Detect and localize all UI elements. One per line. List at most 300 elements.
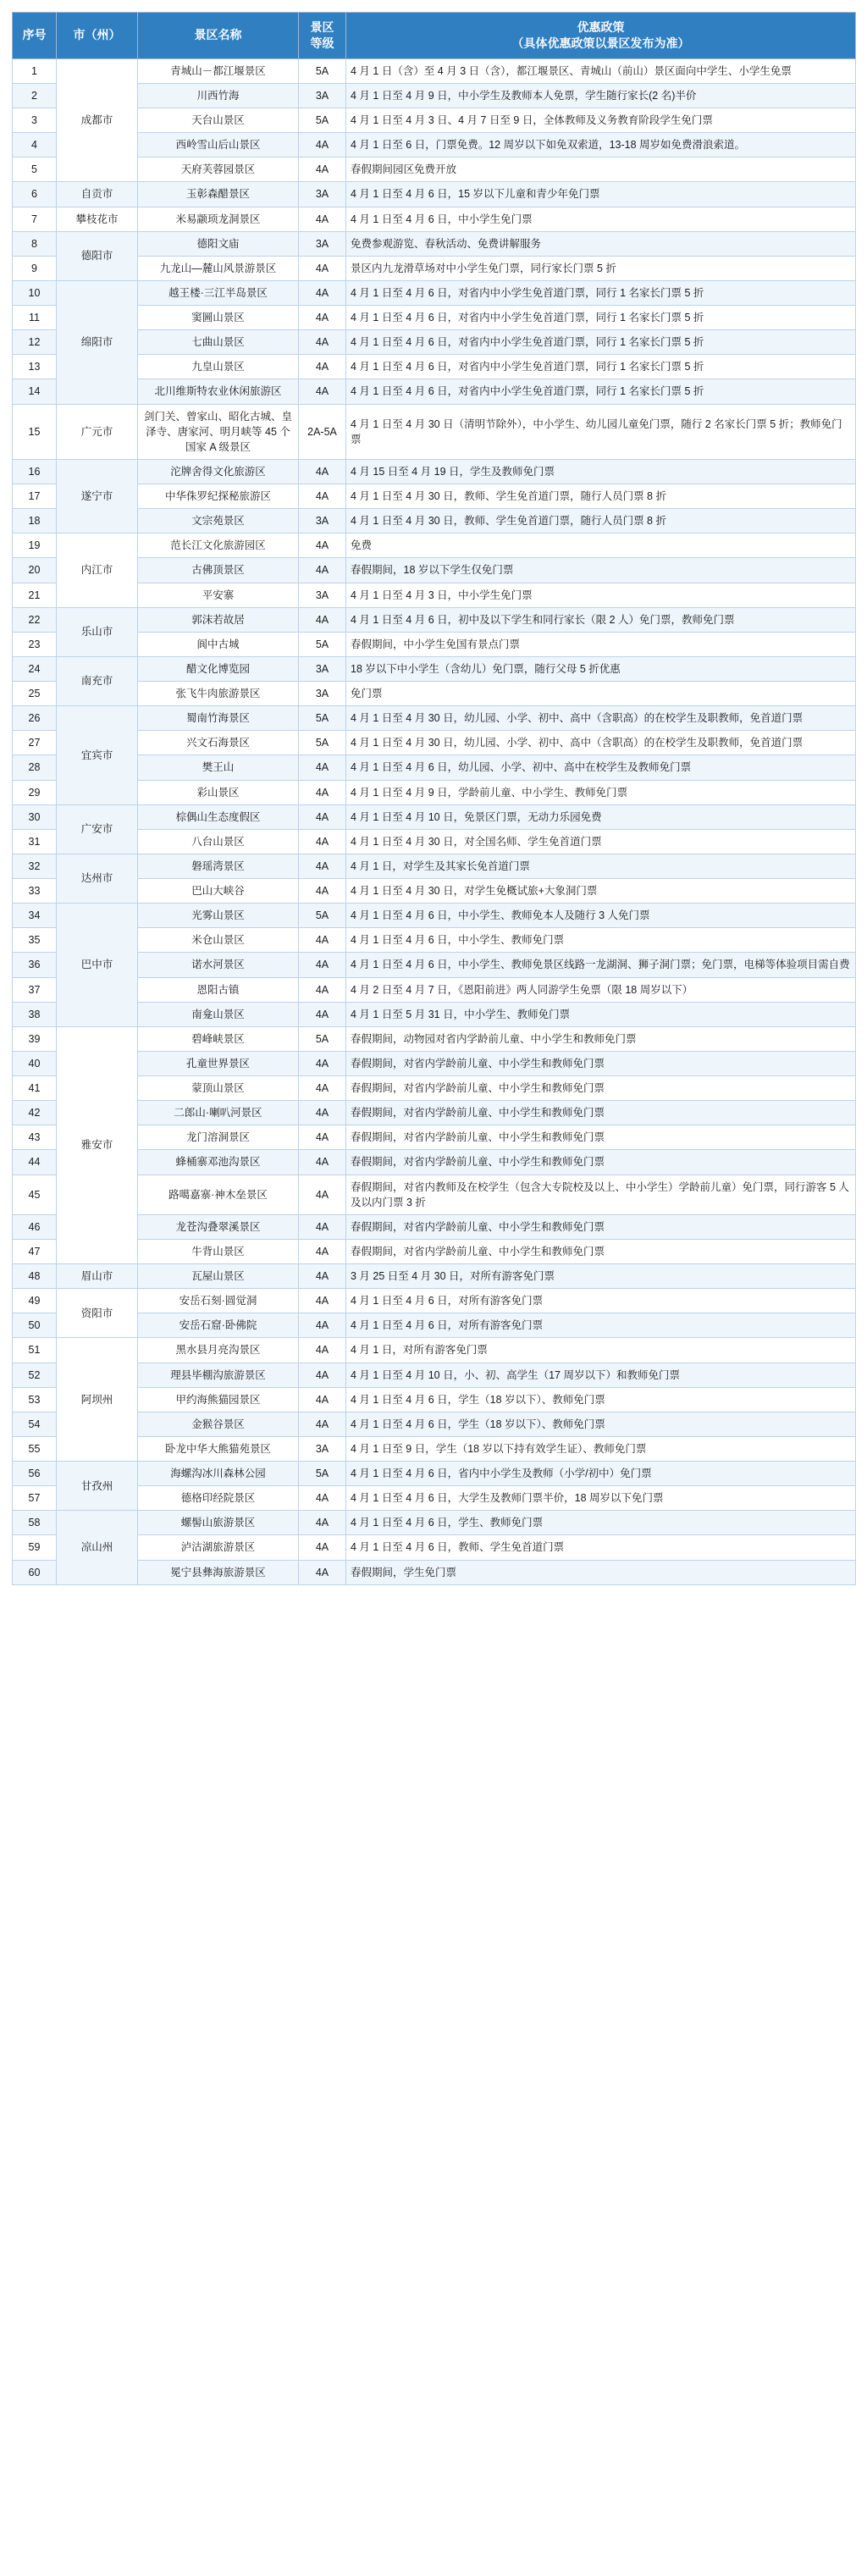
table-row: [13, 1363, 856, 1387]
cell-city: 攀枝花市: [57, 207, 138, 231]
cell-level: 5A: [299, 904, 346, 928]
table-row: [13, 1338, 856, 1363]
table-row: [13, 1125, 856, 1150]
cell-scenic-name: 玉彰森醋景区: [138, 182, 299, 207]
cell-policy: 免费: [346, 533, 856, 558]
table-row: [13, 459, 856, 484]
cell-level: 4A: [299, 1363, 346, 1387]
cell-policy: 4 月 1 日至 4 月 6 日，学生、教师免门票: [346, 1511, 856, 1535]
cell-index: 12: [13, 330, 57, 355]
cell-policy: 4 月 1 日至 4 月 6 日，对所有游客免门票: [346, 1289, 856, 1313]
table-row: [13, 133, 856, 158]
table-row: [13, 731, 856, 755]
table-row: [13, 682, 856, 706]
cell-index: 16: [13, 459, 57, 484]
cell-scenic-name: 泸沽湖旅游景区: [138, 1535, 299, 1560]
cell-policy: 春假期间，18 岁以下学生仅免门票: [346, 558, 856, 583]
cell-scenic-name: 剑门关、曾家山、昭化古城、皇泽寺、唐家河、明月峡等 45 个国家 A 级景区: [138, 404, 299, 459]
cell-level: 3A: [299, 231, 346, 256]
table-row: [13, 607, 856, 632]
cell-scenic-name: 米易颛顼龙洞景区: [138, 207, 299, 231]
cell-city: 绵阳市: [57, 280, 138, 404]
cell-scenic-name: 黑水县月亮沟景区: [138, 1338, 299, 1363]
cell-scenic-name: 牛背山景区: [138, 1239, 299, 1263]
cell-scenic-name: 蒙顶山景区: [138, 1076, 299, 1101]
cell-scenic-name: 龙苍沟叠翠溪景区: [138, 1214, 299, 1239]
table-row: [13, 1412, 856, 1436]
cell-policy: 4 月 1 日至 4 月 6 日，省内中小学生及教师（小学/初中）免门票: [346, 1462, 856, 1486]
cell-scenic-name: 阆中古城: [138, 632, 299, 656]
cell-index: 24: [13, 656, 57, 681]
cell-policy: 4 月 1 日至 4 月 30 日，对全国名师、学生免首道门票: [346, 829, 856, 854]
cell-city: 阿坝州: [57, 1338, 138, 1462]
cell-policy: 春假期间，对省内教师及在校学生（包含大专院校及以上、中小学生）学龄前儿童）免门票，同行游客 5 人及以内门票 3 折: [346, 1175, 856, 1214]
cell-policy: 4 月 1 日至 4 月 30 日，教师、学生免首道门票，随行人员门票 8 折: [346, 509, 856, 533]
cell-policy: 春假期间，对省内学龄前儿童、中小学生和教师免门票: [346, 1076, 856, 1101]
cell-scenic-name: 郭沫若故居: [138, 607, 299, 632]
cell-scenic-name: 中华侏罗纪探秘旅游区: [138, 484, 299, 509]
cell-level: 4A: [299, 558, 346, 583]
table-row: [13, 632, 856, 656]
table-row: [13, 1239, 856, 1263]
cell-city: 广安市: [57, 804, 138, 854]
table-row: [13, 583, 856, 607]
cell-scenic-name: 蜀南竹海景区: [138, 706, 299, 731]
cell-index: 48: [13, 1264, 57, 1289]
cell-index: 41: [13, 1076, 57, 1101]
cell-level: 4A: [299, 379, 346, 404]
cell-index: 21: [13, 583, 57, 607]
cell-level: 5A: [299, 58, 346, 83]
cell-level: 2A-5A: [299, 404, 346, 459]
cell-level: 4A: [299, 1289, 346, 1313]
cell-level: 4A: [299, 1313, 346, 1338]
table-row: [13, 953, 856, 977]
cell-policy: 4 月 1 日（含）至 4 月 3 日（含），都江堰景区、青城山（前山）景区面向中学生、小学生免票: [346, 58, 856, 83]
cell-policy: 4 月 1 日至 4 月 30 日，对学生免概试旅+大象洞门票: [346, 879, 856, 904]
cell-scenic-name: 八台山景区: [138, 829, 299, 854]
cell-index: 31: [13, 829, 57, 854]
cell-index: 13: [13, 355, 57, 379]
cell-scenic-name: 瓦屋山景区: [138, 1264, 299, 1289]
table-row: [13, 904, 856, 928]
table-row: [13, 854, 856, 878]
cell-city: 南充市: [57, 656, 138, 705]
cell-level: 4A: [299, 804, 346, 829]
cell-level: 4A: [299, 1264, 346, 1289]
cell-level: 4A: [299, 459, 346, 484]
cell-level: 4A: [299, 829, 346, 854]
table-row: [13, 829, 856, 854]
cell-index: 35: [13, 928, 57, 953]
table-row: [13, 379, 856, 404]
header-name: 景区名称: [138, 13, 299, 59]
cell-index: 1: [13, 58, 57, 83]
cell-index: 14: [13, 379, 57, 404]
cell-level: 4A: [299, 1175, 346, 1214]
cell-level: 4A: [299, 1560, 346, 1584]
cell-policy: 4 月 1 日至 6 日，门票免费。12 周岁以下如免双索道，13-18 周岁如免费滑浪索道。: [346, 133, 856, 158]
table-body: [13, 58, 856, 1584]
cell-level: 4A: [299, 1150, 346, 1175]
cell-level: 4A: [299, 158, 346, 182]
cell-policy: 4 月 1 日至 4 月 6 日，对省内中小学生免首道门票，同行 1 名家长门票 5 折: [346, 355, 856, 379]
cell-policy: 春假期间，对省内学龄前儿童、中小学生和教师免门票: [346, 1239, 856, 1263]
header-index: 序号: [13, 13, 57, 59]
cell-city: 成都市: [57, 58, 138, 182]
table-row: [13, 879, 856, 904]
cell-policy: 4 月 1 日至 4 月 6 日，对省内中小学生免首道门票，同行 1 名家长门票 5 折: [346, 379, 856, 404]
table-row: [13, 330, 856, 355]
table-row: [13, 533, 856, 558]
cell-policy: 4 月 1 日至 4 月 6 日，中小学生、教师免本人及随行 3 人免门票: [346, 904, 856, 928]
cell-scenic-name: 恩阳古镇: [138, 977, 299, 1002]
cell-policy: 4 月 1 日至 4 月 6 日，学生（18 岁以下）、教师免门票: [346, 1412, 856, 1436]
table-row: [13, 231, 856, 256]
cell-policy: 4 月 1 日，对学生及其家长免首道门票: [346, 854, 856, 878]
cell-scenic-name: 路噶嘉寨·神木垒景区: [138, 1175, 299, 1214]
table-row: [13, 1535, 856, 1560]
cell-policy: 4 月 1 日至 4 月 30 日，教师、学生免首道门票，随行人员门票 8 折: [346, 484, 856, 509]
cell-index: 2: [13, 83, 57, 108]
cell-level: 3A: [299, 509, 346, 533]
cell-policy: 春假期间，对省内学龄前儿童、中小学生和教师免门票: [346, 1150, 856, 1175]
cell-policy: 4 月 1 日至 4 月 10 日，小、初、高学生（17 周岁以下）和教师免门票: [346, 1363, 856, 1387]
cell-index: 57: [13, 1486, 57, 1511]
cell-policy: 4 月 1 日至 9 日，学生（18 岁以下持有效学生证）、教师免门票: [346, 1436, 856, 1461]
cell-city: 宜宾市: [57, 706, 138, 805]
cell-scenic-name: 文宗苑景区: [138, 509, 299, 533]
cell-policy: 免费参观游览、春秋活动、免费讲解服务: [346, 231, 856, 256]
cell-index: 10: [13, 280, 57, 305]
cell-level: 4A: [299, 1412, 346, 1436]
cell-city: 遂宁市: [57, 459, 138, 533]
cell-scenic-name: 德格印经院景区: [138, 1486, 299, 1511]
cell-scenic-name: 诺水河景区: [138, 953, 299, 977]
cell-level: 4A: [299, 355, 346, 379]
cell-policy: 春假期间，对省内学龄前儿童、中小学生和教师免门票: [346, 1051, 856, 1075]
cell-index: 28: [13, 755, 57, 780]
cell-scenic-name: 螺髻山旅游景区: [138, 1511, 299, 1535]
cell-policy: 4 月 15 日至 4 月 19 日，学生及教师免门票: [346, 459, 856, 484]
cell-scenic-name: 张飞牛肉旅游景区: [138, 682, 299, 706]
cell-policy: 春假期间，中小学生免国有景点门票: [346, 632, 856, 656]
cell-index: 36: [13, 953, 57, 977]
cell-level: 4A: [299, 484, 346, 509]
cell-level: 5A: [299, 108, 346, 133]
cell-level: 5A: [299, 1026, 346, 1051]
cell-level: 4A: [299, 133, 346, 158]
cell-level: 4A: [299, 780, 346, 804]
cell-policy: 4 月 1 日至 4 月 9 日，中小学生及教师本人免票，学生随行家长(2 名)半价: [346, 83, 856, 108]
cell-city: 雅安市: [57, 1026, 138, 1263]
cell-index: 45: [13, 1175, 57, 1214]
table-row: [13, 804, 856, 829]
cell-level: 4A: [299, 1535, 346, 1560]
cell-policy: 景区内九龙滑草场对中小学生免门票，同行家长门票 5 折: [346, 256, 856, 280]
cell-scenic-name: 金猴谷景区: [138, 1412, 299, 1436]
cell-policy: 18 岁以下中小学生（含幼儿）免门票，随行父母 5 折优惠: [346, 656, 856, 681]
table-header-row: [13, 13, 856, 59]
cell-index: 56: [13, 1462, 57, 1486]
cell-city: 德阳市: [57, 231, 138, 280]
cell-scenic-name: 安岳石窟·卧佛院: [138, 1313, 299, 1338]
cell-level: 4A: [299, 1002, 346, 1026]
cell-index: 49: [13, 1289, 57, 1313]
cell-level: 4A: [299, 1125, 346, 1150]
cell-policy: 春假期间，学生免门票: [346, 1560, 856, 1584]
cell-scenic-name: 青城山－都江堰景区: [138, 58, 299, 83]
cell-scenic-name: 范长江文化旅游园区: [138, 533, 299, 558]
cell-level: 4A: [299, 256, 346, 280]
cell-index: 58: [13, 1511, 57, 1535]
cell-scenic-name: 七曲山景区: [138, 330, 299, 355]
table-row: [13, 755, 856, 780]
cell-level: 3A: [299, 1436, 346, 1461]
cell-scenic-name: 海螺沟冰川森林公园: [138, 1462, 299, 1486]
cell-level: 4A: [299, 1051, 346, 1075]
cell-level: 4A: [299, 330, 346, 355]
cell-policy: 4 月 1 日至 4 月 6 日，对省内中小学生免首道门票，同行 1 名家长门票 5 折: [346, 330, 856, 355]
table-row: [13, 1436, 856, 1461]
cell-policy: 4 月 1 日至 4 月 6 日，中小学生、教师免景区线路一龙湖洞、狮子洞门票；免门票，电梯等体验项目需自费: [346, 953, 856, 977]
cell-index: 8: [13, 231, 57, 256]
cell-index: 44: [13, 1150, 57, 1175]
cell-scenic-name: 孔童世界景区: [138, 1051, 299, 1075]
cell-index: 5: [13, 158, 57, 182]
cell-index: 40: [13, 1051, 57, 1075]
table-row: [13, 108, 856, 133]
cell-policy: 4 月 1 日至 4 月 6 日，初中及以下学生和同行家长（限 2 人）免门票，教师免门票: [346, 607, 856, 632]
cell-index: 50: [13, 1313, 57, 1338]
cell-scenic-name: 醋文化博览园: [138, 656, 299, 681]
cell-policy: 4 月 1 日至 4 月 6 日，对省内中小学生免首道门票，同行 1 名家长门票 5 折: [346, 280, 856, 305]
cell-scenic-name: 蜂桶寨邓池沟景区: [138, 1150, 299, 1175]
cell-scenic-name: 西岭雪山后山景区: [138, 133, 299, 158]
table-row: [13, 58, 856, 83]
cell-index: 25: [13, 682, 57, 706]
table-row: [13, 83, 856, 108]
cell-index: 59: [13, 1535, 57, 1560]
cell-scenic-name: 九皇山景区: [138, 355, 299, 379]
cell-policy: 4 月 1 日至 4 月 3 日，中小学生免门票: [346, 583, 856, 607]
cell-city: 广元市: [57, 404, 138, 459]
table-row: [13, 207, 856, 231]
cell-policy: 4 月 1 日至 4 月 3 日、4 月 7 日至 9 日，全体教师及义务教育阶段学生免门票: [346, 108, 856, 133]
table-row: [13, 306, 856, 330]
table-row: [13, 1214, 856, 1239]
table-row: [13, 1486, 856, 1511]
scenic-discount-table: [12, 12, 856, 1585]
cell-level: 4A: [299, 607, 346, 632]
cell-level: 4A: [299, 1387, 346, 1412]
cell-scenic-name: 安岳石刻·圆觉洞: [138, 1289, 299, 1313]
cell-policy: 免门票: [346, 682, 856, 706]
cell-city: 乐山市: [57, 607, 138, 656]
table-row: [13, 1511, 856, 1535]
cell-policy: 4 月 1 日至 4 月 30 日，幼儿园、小学、初中、高中（含职高）的在校学生及职教师，免首道门票: [346, 731, 856, 755]
table-row: [13, 509, 856, 533]
cell-policy: 4 月 2 日至 4 月 7 日，《恩阳前进》两人同游学生免票（限 18 周岁以下）: [346, 977, 856, 1002]
header-policy-line1: 优惠政策: [577, 20, 625, 34]
cell-index: 17: [13, 484, 57, 509]
header-level: [299, 13, 346, 59]
cell-index: 39: [13, 1026, 57, 1051]
cell-index: 42: [13, 1101, 57, 1125]
table-row: [13, 706, 856, 731]
cell-level: 3A: [299, 182, 346, 207]
cell-city: 凉山州: [57, 1511, 138, 1584]
cell-policy: 4 月 1 日至 4 月 10 日，免景区门票，无动力乐园免费: [346, 804, 856, 829]
table-row: [13, 1076, 856, 1101]
cell-index: 3: [13, 108, 57, 133]
cell-level: 5A: [299, 632, 346, 656]
table-row: [13, 182, 856, 207]
header-policy-line2: （具体优惠政策以景区发布为准）: [511, 36, 690, 50]
cell-index: 9: [13, 256, 57, 280]
cell-index: 55: [13, 1436, 57, 1461]
cell-level: 4A: [299, 1486, 346, 1511]
cell-level: 4A: [299, 280, 346, 305]
table-row: [13, 1289, 856, 1313]
cell-policy: 4 月 1 日至 4 月 6 日，教师、学生免首道门票: [346, 1535, 856, 1560]
cell-index: 19: [13, 533, 57, 558]
table-row: [13, 1002, 856, 1026]
cell-city: 甘孜州: [57, 1462, 138, 1511]
table-row: [13, 280, 856, 305]
cell-policy: 4 月 1 日至 4 月 6 日，幼儿园、小学、初中、高中在校学生及教师免门票: [346, 755, 856, 780]
cell-scenic-name: 沱牌舍得文化旅游区: [138, 459, 299, 484]
cell-level: 4A: [299, 1239, 346, 1263]
cell-policy: 4 月 1 日至 4 月 30 日（清明节除外），中小学生、幼儿园儿童免门票，随行 2 名家长门票 5 折；教师免门票: [346, 404, 856, 459]
cell-level: 3A: [299, 656, 346, 681]
cell-scenic-name: 南龛山景区: [138, 1002, 299, 1026]
cell-scenic-name: 兴文石海景区: [138, 731, 299, 755]
table-header: [13, 13, 856, 59]
cell-city: 资阳市: [57, 1289, 138, 1338]
cell-scenic-name: 巴山大峡谷: [138, 879, 299, 904]
cell-level: 4A: [299, 1076, 346, 1101]
cell-policy: 4 月 1 日，对所有游客免门票: [346, 1338, 856, 1363]
cell-scenic-name: 古佛顶景区: [138, 558, 299, 583]
cell-index: 15: [13, 404, 57, 459]
cell-city: 巴中市: [57, 904, 138, 1027]
cell-index: 26: [13, 706, 57, 731]
cell-policy: 春假期间，动物园对省内学龄前儿童、中小学生和教师免门票: [346, 1026, 856, 1051]
cell-index: 53: [13, 1387, 57, 1412]
cell-index: 7: [13, 207, 57, 231]
cell-scenic-name: 德阳文庙: [138, 231, 299, 256]
cell-index: 20: [13, 558, 57, 583]
cell-index: 60: [13, 1560, 57, 1584]
cell-scenic-name: 二郎山·喇叭河景区: [138, 1101, 299, 1125]
cell-index: 32: [13, 854, 57, 878]
table-row: [13, 558, 856, 583]
cell-policy: 4 月 1 日至 4 月 9 日，学龄前儿童、中小学生、教师免门票: [346, 780, 856, 804]
table-row: [13, 977, 856, 1002]
cell-index: 33: [13, 879, 57, 904]
cell-index: 38: [13, 1002, 57, 1026]
cell-level: 4A: [299, 533, 346, 558]
cell-policy: 春假期间，对省内学龄前儿童、中小学生和教师免门票: [346, 1101, 856, 1125]
cell-level: 4A: [299, 1214, 346, 1239]
cell-level: 4A: [299, 1338, 346, 1363]
cell-level: 4A: [299, 953, 346, 977]
cell-policy: 4 月 1 日至 5 月 31 日，中小学生、教师免门票: [346, 1002, 856, 1026]
table-row: [13, 355, 856, 379]
table-row: [13, 1150, 856, 1175]
cell-index: 23: [13, 632, 57, 656]
cell-policy: 春假期间，对省内学龄前儿童、中小学生和教师免门票: [346, 1214, 856, 1239]
cell-scenic-name: 樊王山: [138, 755, 299, 780]
header-city: 市（州）: [57, 13, 138, 59]
cell-index: 27: [13, 731, 57, 755]
cell-level: 3A: [299, 682, 346, 706]
cell-scenic-name: 川西竹海: [138, 83, 299, 108]
table-row: [13, 1387, 856, 1412]
cell-policy: 3 月 25 日至 4 月 30 日，对所有游客免门票: [346, 1264, 856, 1289]
cell-policy: 4 月 1 日至 4 月 6 日，学生（18 岁以下）、教师免门票: [346, 1387, 856, 1412]
header-policy: [346, 13, 856, 59]
table-row: [13, 656, 856, 681]
table-row: [13, 1560, 856, 1584]
table-row: [13, 256, 856, 280]
table-row: [13, 928, 856, 953]
cell-index: 6: [13, 182, 57, 207]
table-row: [13, 158, 856, 182]
cell-level: 4A: [299, 755, 346, 780]
table-row: [13, 1462, 856, 1486]
cell-level: 3A: [299, 83, 346, 108]
cell-level: 4A: [299, 1511, 346, 1535]
cell-level: 3A: [299, 583, 346, 607]
cell-scenic-name: 理县毕棚沟旅游景区: [138, 1363, 299, 1387]
table-row: [13, 404, 856, 459]
cell-policy: 春假期间园区免费开放: [346, 158, 856, 182]
cell-level: 4A: [299, 928, 346, 953]
cell-scenic-name: 卧龙中华大熊猫苑景区: [138, 1436, 299, 1461]
cell-scenic-name: 冕宁县彝海旅游景区: [138, 1560, 299, 1584]
cell-level: 4A: [299, 879, 346, 904]
cell-index: 29: [13, 780, 57, 804]
cell-scenic-name: 彩山景区: [138, 780, 299, 804]
cell-city: 眉山市: [57, 1264, 138, 1289]
cell-policy: 4 月 1 日至 4 月 6 日，对所有游客免门票: [346, 1313, 856, 1338]
cell-level: 5A: [299, 731, 346, 755]
cell-level: 4A: [299, 306, 346, 330]
cell-level: 5A: [299, 706, 346, 731]
cell-index: 11: [13, 306, 57, 330]
table-row: [13, 1264, 856, 1289]
cell-level: 4A: [299, 854, 346, 878]
cell-scenic-name: 甲约海熊猫园景区: [138, 1387, 299, 1412]
cell-index: 34: [13, 904, 57, 928]
cell-policy: 4 月 1 日至 4 月 6 日，对省内中小学生免首道门票，同行 1 名家长门票 5 折: [346, 306, 856, 330]
cell-policy: 春假期间，对省内学龄前儿童、中小学生和教师免门票: [346, 1125, 856, 1150]
cell-index: 47: [13, 1239, 57, 1263]
cell-level: 4A: [299, 1101, 346, 1125]
cell-level: 4A: [299, 207, 346, 231]
cell-scenic-name: 米仓山景区: [138, 928, 299, 953]
header-level-line2: 等级: [310, 36, 334, 50]
cell-index: 51: [13, 1338, 57, 1363]
cell-level: 4A: [299, 977, 346, 1002]
cell-scenic-name: 平安寨: [138, 583, 299, 607]
cell-scenic-name: 窦圌山景区: [138, 306, 299, 330]
table-row: [13, 1026, 856, 1051]
cell-index: 4: [13, 133, 57, 158]
cell-index: 43: [13, 1125, 57, 1150]
